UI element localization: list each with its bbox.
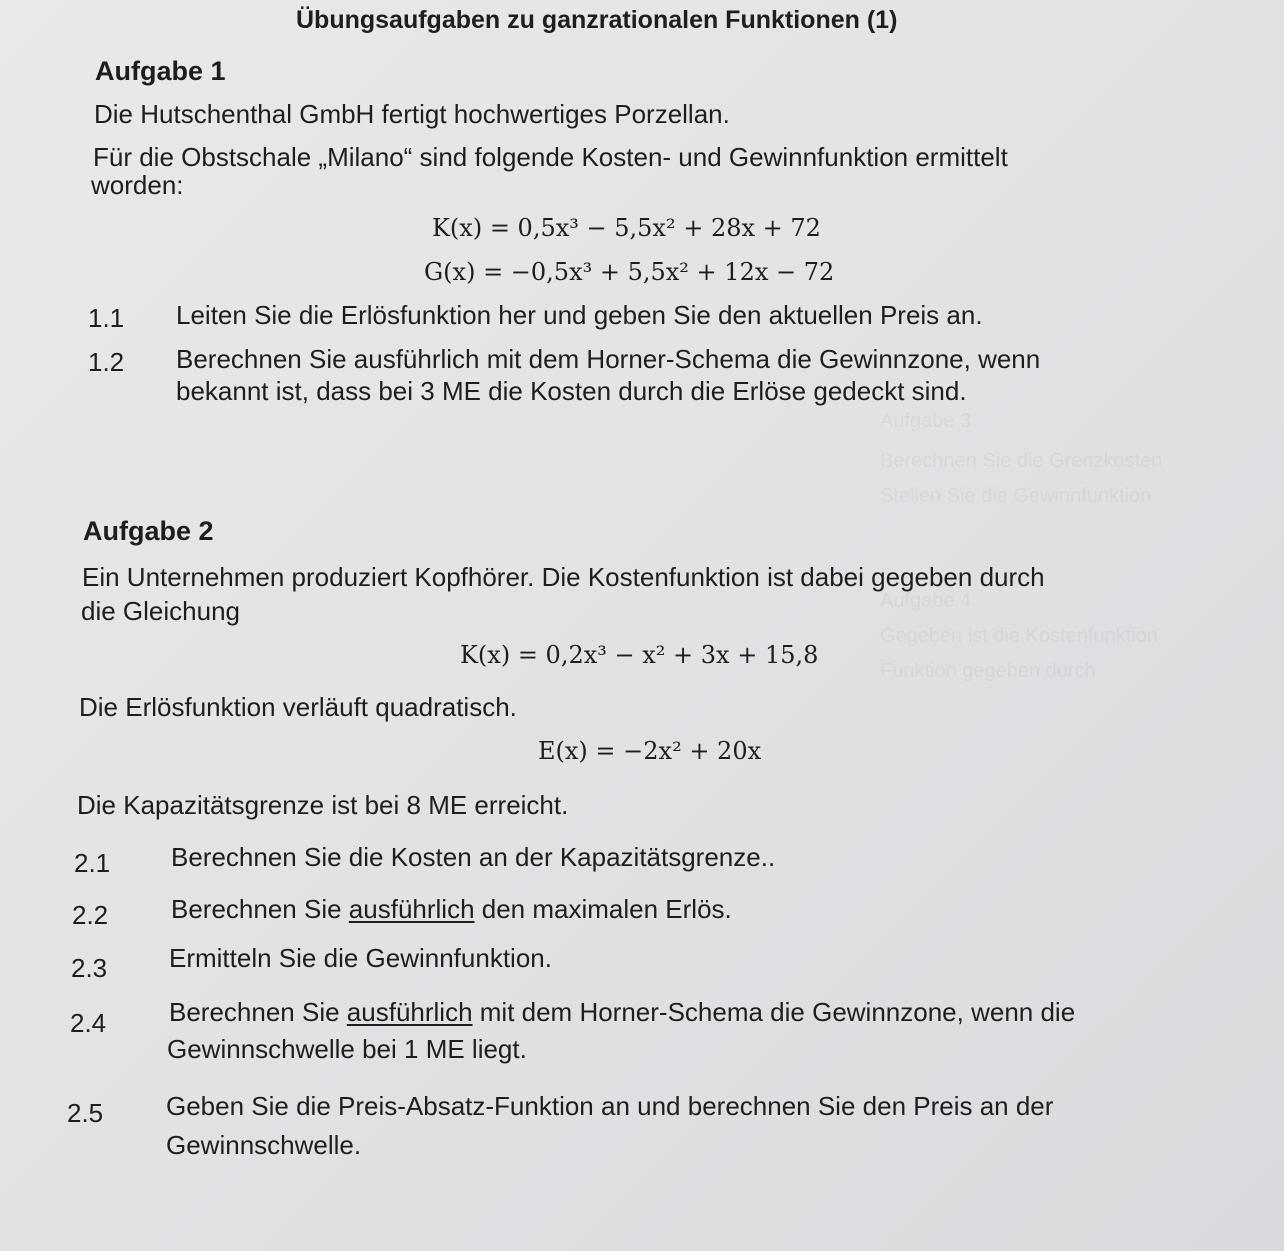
task-text-line2: Gewinnschwelle. xyxy=(166,1130,362,1160)
task-number: 2.2 xyxy=(72,900,109,930)
task2-heading: Aufgabe 2 xyxy=(83,516,214,546)
task-text-line1: Berechnen Sie ausführlich mit dem Horner-Schema die Gewinnzone, wenn xyxy=(176,344,1041,374)
task-text-line1: Geben Sie die Preis-Absatz-Funktion an und berechnen Sie den Preis an der xyxy=(166,1091,1054,1121)
task-number: 2.1 xyxy=(74,848,111,878)
page-title: Übungsaufgaben zu ganzrationalen Funktionen (1) xyxy=(296,6,898,34)
task-number: 2.5 xyxy=(67,1098,104,1128)
task1-cost-formula: K(x) = 0,5x³ − 5,5x² + 28x + 72 xyxy=(432,214,821,242)
task1-heading: Aufgabe 1 xyxy=(95,56,226,86)
task2-intro-line2: die Gleichung xyxy=(81,596,240,626)
show-through-text: Stellen Sie die Gewinnfunktion xyxy=(880,485,1152,507)
task-text-line2: Gewinnschwelle bei 1 ME liegt. xyxy=(167,1034,527,1064)
task1-intro-line1: Die Hutschenthal GmbH fertigt hochwertiges Porzellan. xyxy=(94,99,730,129)
show-through-text: Funktion gegeben durch xyxy=(880,660,1096,682)
task-text: Leiten Sie die Erlösfunktion her und geben Sie den aktuellen Preis an. xyxy=(176,300,983,330)
task1-intro-line3: worden: xyxy=(91,170,184,200)
task2-revenue-text: Die Erlösfunktion verläuft quadratisch. xyxy=(79,692,517,722)
task-number: 1.1 xyxy=(88,303,125,333)
show-through-text: Aufgabe 4 xyxy=(880,590,972,612)
show-through-text: Berechnen Sie die Grenzkosten xyxy=(880,450,1163,472)
task-number: 2.3 xyxy=(71,953,108,983)
show-through-text: Aufgabe 3 xyxy=(880,410,972,432)
task1-profit-formula: G(x) = −0,5x³ + 5,5x² + 12x − 72 xyxy=(424,258,835,286)
task2-revenue-formula: E(x) = −2x² + 20x xyxy=(538,737,762,765)
task2-cost-formula: K(x) = 0,2x³ − x² + 3x + 15,8 xyxy=(460,641,819,669)
task-text: Ermitteln Sie die Gewinnfunktion. xyxy=(169,943,552,973)
task-text: Berechnen Sie die Kosten an der Kapazitätsgrenze.. xyxy=(171,842,776,872)
task-text-line2: bekannt ist, dass bei 3 ME die Kosten durch die Erlöse gedeckt sind. xyxy=(176,376,967,406)
task2-intro-line1: Ein Unternehmen produziert Kopfhörer. Die Kostenfunktion ist dabei gegeben durch xyxy=(82,562,1045,592)
underlined-word: ausführlich xyxy=(346,997,473,1027)
task-text-line1: Berechnen Sie ausführlich mit dem Horner-Schema die Gewinnzone, wenn die xyxy=(169,997,1076,1027)
underlined-word: ausführlich xyxy=(348,894,475,924)
show-through-text: Gegeben ist die Kostenfunktion xyxy=(880,625,1158,647)
task-number: 1.2 xyxy=(88,347,125,377)
task-text: Berechnen Sie ausführlich den maximalen Erlös. xyxy=(171,894,732,924)
task1-intro-line2: Für die Obstschale „Milano“ sind folgende Kosten- und Gewinnfunktion ermittelt xyxy=(93,142,1008,172)
task2-capacity-text: Die Kapazitätsgrenze ist bei 8 ME erreicht. xyxy=(77,790,569,820)
task-number: 2.4 xyxy=(70,1008,107,1038)
